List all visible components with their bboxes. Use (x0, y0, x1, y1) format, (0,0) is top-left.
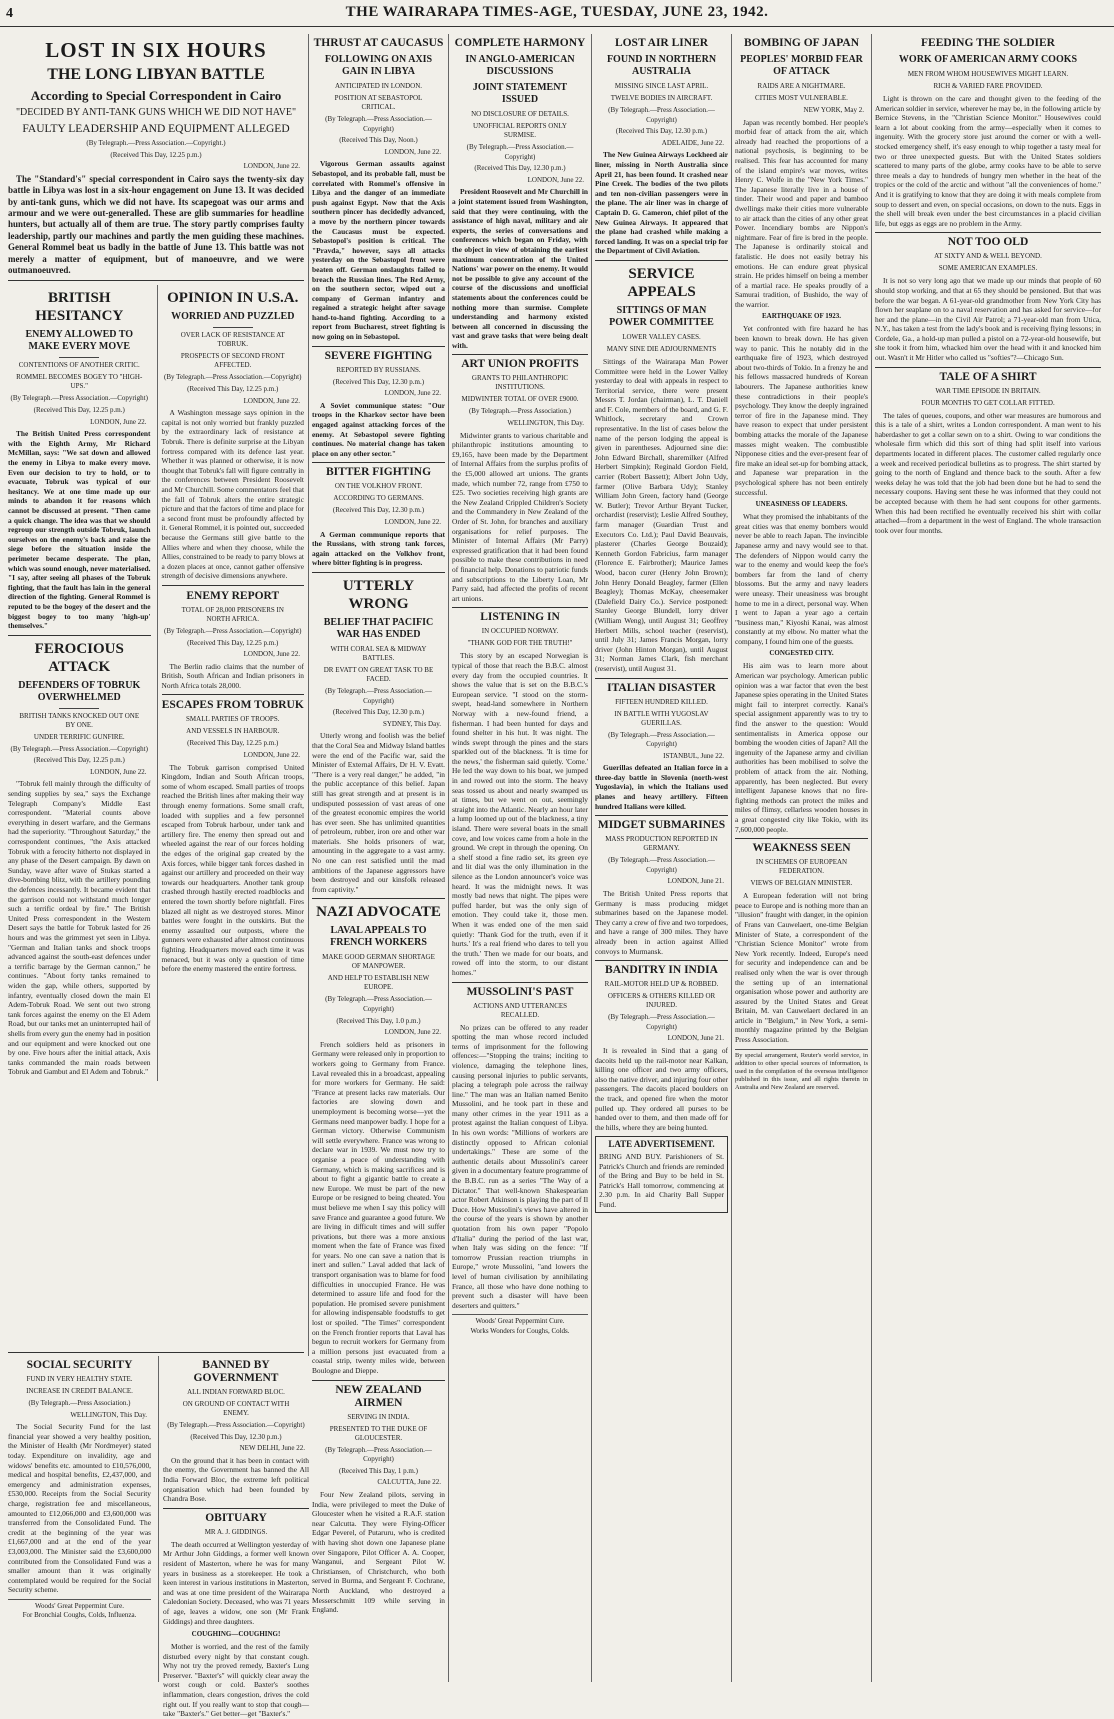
story-body: Japan was recently bombed. Her people's morbid fear of attack from the air, which already had reached the proportions of a national psychosis, is beginning to be realised. This fear has accounted for many of the island empire's war moves, writes Henry C. Wolfe in the "New York Times." The Japanese literally live in a house of tinder. Their wood and paper and bamboo dwellings make their cities more vulnerable to air attack than the cities of any other great Power. Incendiary bombs are Nippon's nightmare. Fear of fire is bred in the people. The Japanese is ordinarily stoical and fatalistic. He does not easily betray his emotions. He can endure great physical strain. He prides himself on being a member of a martial race. He speaks proudly of a Samurai tradition, of Bushido, the way of the warrior. (735, 117, 868, 309)
headline: NOT TOO OLD (947, 236, 1029, 249)
headline: OPINION IN U.S.A. (167, 290, 299, 307)
section-divider (312, 898, 445, 899)
story-body: President Roosevelt and Mr Churchill in a joint statement issued from Washington, said that they were continuing, with the assistance of high naval, military and air experts, the series of conversations and conferences which began on Friday, with the object in view of obtaining the earliest maximum concentration of the United Nations' war power on the enemy. It would not be possible to give any account of the course of the discussions and unofficial statements about the conferences could be nothing more than surmise. Complete understanding and harmony existed between all concerned in discussing the vast and grave tasks that were being dealt with. (452, 187, 588, 350)
story-body: A European federation will not bring peace to Europe and is nothing more than an "illusion" fraught with danger, in the opinion of Frans van Cauwelaert, one-time Belgian Minister of State, a correspondent of the "Christian Science Monitor" wrote from New York recently. Indeed, Europe's need for security and independence can and be realised only when the war is over through the setting up of an international organisation whose power and authority are assured by the United States and Great Britain, M. van Cauwelaert declared in an article in "Belgium," in New York, a semi-monthly magazine printed by the Belgian Press Association. (735, 891, 868, 1045)
column-bottom-left (8, 1356, 151, 1682)
section-divider (735, 838, 868, 839)
deck: ENEMY ALLOWED TO MAKE EVERY MOVE (25, 329, 134, 353)
deck: GRANTS TO PHILANTHROPIC INSTITUTIONS. (471, 374, 569, 392)
received-line: (Received This Day, 12.30 p.m.) (332, 377, 425, 386)
deck: ON THE VOLKHOV FRONT. (334, 482, 423, 491)
dateline: LONDON, June 22. (384, 389, 441, 398)
subcolumn-right (157, 285, 305, 1080)
section-divider (8, 280, 304, 281)
received-line: (Received This Day, 12.25 p.m.) (33, 756, 125, 765)
deck: FAULTY LEADERSHIP AND EQUIPMENT ALLEGED (22, 123, 290, 135)
credit-line: (By Telegraph.—Press Association.—Copyright) (164, 373, 302, 382)
story-body: Midwinter grants to various charitable and philanthropic institutions amounting to £9,165, have been made by the Department of Internal Affairs from the surplus profits of the £5,000 allowed art unions. The grants made, which number 72, range from £750 to £25. Two societies receiving high grants are the New Zealand Crippled Children's Society and the Commandery in New Zealand of the Order of St. John, for branches and auxiliary organisations for relief purposes. The Minister of Internal Affairs (Mr Parry) expressed gratification that it had been found possible to make these contributions in need of financial help. Donations to patriotic funds and subscriptions to the Liberty Loan, Mr Parry said, had affected the profits of recent art unions. (452, 430, 588, 603)
section-divider (452, 354, 588, 355)
story-body: Light is thrown on the care and thought given to the feeding of the American soldier in service, wherever he may be, in the following article by Bernice Stevens, in the "Christian Science Monitor." Housewives could learn a lot about cooking from the army—especially when it comes to ingenuity. With the grocery store just around the corner or with a well-stocked emergency shelf, it's easy enough to whip together a tasty meal for two or three unexpected guests. But with the United States soldiers scattered to many parts of the globe, army cooks have to be able to serve three meals a day to hundreds of hungry men whether in the heat of the tropics or the cold of the arctic and without "all the conveniences of home." And it is gratifying to know that they are doing it with meals complete from soup to dessert and even, on special occasions, on down to the nuts. Eggs in the shell will break even under the best circumstances in a placid civilian life, but eggs as eggs are no problem in the Army. (875, 94, 1101, 228)
story-body: Sittings of the Wairarapa Man Power Committee were held in the Lower Valley yesterday to deal with appeals in respect to Territorial service, there were present Messrs T. Jordan (chairman), L. T. Daniell and F. Cole, members of the board, and G. F. Whitlock, secretary and Crown representative. In the list of cases below the name of the person lodging the appeal is given in parentheses. Adjourned sine die: John Edward Birchall, sharemilker (Alfred Herbert Simpkin); Reginald Gordon Field, carrier (Robert Bassett); Albert John Udy, farmer (Olive Barbara Udy); Stanley William John Green, factory hand (George W. Butler); Trevor Arthur Bryant Tucker, orchardist (reservist); Leslie Alfred Southey, farm manager (Guardian Trust and Executors Co. Ltd.); Paul David Beauvais, plasterer (Charles George Bouzaid); Kenneth Gordon Fabricius, farm manager (Florence E. Fairbrother); Maurice James Wood, bacon curer (Henry John Brown); John Henry Donald Beagley, farmer (Ellen Beagley); Thomas McKay, cheesemaker (Dalefield Dairy Co.). Service postponed: Stanley George Blundell, lorry driver (William Weng), until August 31; Geoffrey Herbert Mills, school teacher (reservist), until July 31; James Francis Morgan, lorry driver (John Hinton Morgan), until August 31; Norman James Clark, fish merchant (reservist), until August 31. (595, 356, 728, 673)
received-line: (Received This Day, 12.30 p.m.) (190, 1432, 282, 1441)
crosshead: CONGESTED CITY. (769, 649, 834, 658)
dateline: LONDON, June 22. (243, 751, 300, 760)
subdeck: OFFICERS & OTHERS KILLED OR INJURED. (607, 992, 716, 1010)
subdeck: VIEWS OF BELGIAN MINISTER. (750, 879, 853, 888)
column-rule (731, 34, 732, 1682)
received-line: (Received This Day, 12.25 p.m.) (187, 739, 279, 748)
deck: IN ANGLO-AMERICAN DISCUSSIONS (465, 54, 575, 77)
story-nz-airmen (312, 1384, 445, 1615)
column-7 (875, 34, 1108, 1682)
ad-tagline: Works Wonders for Coughs, Colds. (470, 1326, 570, 1335)
headline: BANNED BY GOVERNMENT (193, 1359, 279, 1384)
masthead (0, 0, 1114, 27)
deck: MASS PRODUCTION REPORTED IN GERMANY. (605, 835, 718, 853)
subdeck: MANY SINE DIE ADJOURNMENTS (606, 344, 717, 353)
story-body: Utterly wrong and foolish was the belief that the Coral Sea and Midway Island battles were the end of the Pacific war, said the Minister of External Affairs, Dr H. V. Evatt. "There is a very real danger," he added, "in the public acceptance of this belief. Japan still has great strength and at present is in undisputed possession of vast areas of one of the greatest economic empires the world has ever seen. She has unlimited quantities of petroleum, rubber, iron ore and other war materials. She holds prisoners of war, amounting in the aggregate to a vast army. No one can rest satisfied until the mad ambitions of the Japanese aggressors have been destroyed and our kinsfolk released from captivity." (312, 731, 445, 894)
deck: REPORTED BY RUSSIANS. (336, 365, 421, 374)
sub-headline: THE LONG LIBYAN BATTLE (47, 66, 265, 83)
dateline: ISTANBUL, June 22. (663, 751, 724, 760)
subdeck: IN BATTLE WITH YUGOSLAV GUERILLAS. (614, 709, 709, 727)
story-lost-in-six-hours (8, 38, 304, 276)
credit-line: (By Telegraph.—Press Association.—Copyright) (466, 143, 574, 161)
deck: FUND IN VERY HEALTHY STATE. (26, 1375, 133, 1383)
crosshead: EARTHQUAKE OF 1923. (761, 312, 842, 321)
story-body: This story by an escaped Norwegian is typical of those that reach the B.B.C. almost every day from the occupied countries. It shows the value that is set on the B.B.C.'s European service. "I stood on the storm-swept, head-land somewhere in Northern Norway with a new-found friend, a fisherman. I had been hunted for days and found shelter in his hut. It was night. The winds swept through the pines and the stars sparkled out of the blackness. 'It is time for the news,' the fisherman said quietly. 'Come.' He led the way down to his boat, we jumped in and rowed out into the storm. The heavy seas tossed us about and nearly swamped us at times, but we went on out, seemingly straight into the Atlantic. Nearly an hour later a lump loomed up out of the blackness, a tiny island. There were several boats in the small cove, and low voices came from a hole in the ground. We crept in through the opening. On a shelf stood a fine radio set, its green eye and lit dial was the only illumination in the silence as the London announcer's voice was heard. It was the midnight news. It was mostly bad news that night. The pipes were puffed harder, but was the only sign of emotion. They could take it, those men. When it was ended one of the men said quietly: 'Thank God for the truth, even if it hurts.' It's a real friend who dares to tell you the truth.' Then we made for our boats, and rowed off into the storm, to our distant homes." (452, 651, 588, 977)
story-body: No prizes can be offered to any reader spotting the man whose record included terms of imprisonment for the following offences:—"Stopping the trains; inciting to violence, damaging the telephone lines, causing personal injuries to public servants, placing a telegraph pole across the railway line." The man was an Italian named Benito Mussolini, and he took part in these and many other crimes in the year 1911 as a protest against the Italian conquest of Libya. In his own words: "Millions of workers are distinctly opposed to African colonial undertakings." These are some of the authentic details about Mussolini's career given in a documentary feature programme of the B.B.C. run as a series "The Way of a Dictator." That well-known Shakespearian actor Robert Atkinson is playing the part of Il Duce. How Mussolini's views have altered in the course of the years is shown by another quotation from his own paper "Popolo d'Italia" during the period of the last war, when Italy was siding on the fence: "If tomorrow Prussian reaction triumphs in Europe," wrote Mussolini, "and lowers the level of human civilisation by annihilating France, all those who have done nothing to prevent such a disaster will have been deserters and quitters." (452, 1022, 588, 1310)
subdeck: MAKE GOOD GERMAN SHORTAGE OF MANPOWER. (322, 953, 435, 971)
subdeck: FOUR MONTHS TO GET COLLAR FITTED. (921, 398, 1055, 407)
credit-line: (By Telegraph.—Press Association.—Copyright) (325, 686, 432, 705)
deck: JOINT STATEMENT ISSUED (472, 82, 568, 105)
story-utterly-wrong (312, 577, 445, 894)
subdeck: CONTENTIONS OF ANOTHER CRITIC. (18, 361, 140, 370)
story-body: It is revealed in Sind that a gang of dacoits held up the rail-motor near Kalkan, killing one officer and two army officers, also the native driver, and injuring four other passengers. The dacoits placed boulders on the track, and opened fire when the motor pulled up. They ordered all purses to be handed over to them, and then made off for the hills, where they are being hunted. (595, 1045, 728, 1132)
story-body: The New Guinea Airways Lockheed air liner, missing in North Australia since April 21, has been found. It crashed near Pine Creek. The bodies of the two pilots and ten non-civilian passengers were in the plane. The air liner was in charge of Captain D. G. Cameron, chief pilot of the New Guinea Airways. It appeared that the plane had crashed while making a forced landing. It was on a special trip for the Department of Civil Aviation. (595, 150, 728, 256)
story-listening-in (452, 611, 588, 977)
dateline: SYDNEY, This Day. (382, 719, 441, 728)
dateline: NEW DELHI, June 22. (239, 1444, 305, 1453)
story-service-appeals (595, 265, 728, 674)
headline: FEEDING THE SOLDIER (921, 37, 1055, 49)
credit-line: (By Telegraph.—Press Association.—Copyright) (608, 730, 715, 749)
column-rule (871, 34, 872, 1682)
headline: NEW ZEALAND AIRMEN (335, 1383, 422, 1409)
crosshead: UNEASINESS OF LEADERS. (755, 500, 848, 509)
dateline: WELLINGTON, This Day. (70, 1410, 147, 1419)
subdeck: ACCORDING TO GERMANS. (333, 494, 424, 503)
dateline: LONDON, June 22. (90, 767, 147, 776)
credit-line: (By Telegraph.—Press Association.—Copyright) (167, 1421, 305, 1429)
section-divider (595, 815, 728, 816)
credit-line: (By Telegraph.—Press Association.—Copyright) (325, 995, 432, 1014)
received-line: (Received This Day, 12.30 p.m.) (615, 127, 708, 136)
credit-line: (By Telegraph.—Press Association.—Copyright.) (86, 139, 226, 147)
subdeck: BRITISH TANKS KNOCKED OUT ONE BY ONE. (19, 711, 140, 729)
section-divider (162, 694, 305, 695)
story-ferocious-attack (8, 640, 151, 1077)
headline: WEAKNESS SEEN (752, 842, 851, 855)
story-body: A Washington message says opinion in the capital is not only worried but frankly puzzled by the extraordinary lack of resistance at Tobruk. There is definite surprise at the Libyan fortress compared with its defence last year. Whether it was planned or otherwise, it is now thought that Tobruk's fall will figure centrally in the conferences between President Roosevelt and Mr Churchill. Some commentators feel that the fall of Tobruk alters the entire strategic picture and that the factors of time and place for a second front must be profoundly affected by it. General Rommel, it is pointed out, succeeded because the Germans still give battle to the Allies where and when they choose, while the Allies, constrained to be ready to parry blows at a dozen places at once, cannot gather offensive strength of decisive dimensions anywhere. (161, 408, 305, 581)
subdeck: CITIES MOST VULNERABLE. (755, 94, 848, 102)
main-headline: LOST IN SIX HOURS (45, 38, 267, 62)
divider (59, 357, 99, 358)
story-body: A Soviet communique states: "Our troops in the Kharkov sector have been engaged against attacking forces of the enemy. At Sebastopol severe fighting continues. No material change has taken place on any other sector." (312, 400, 445, 458)
headline: COMPLETE HARMONY (454, 37, 586, 49)
story-coughing (163, 1630, 309, 1719)
subdeck: "THANK GOD FOR THE TRUTH!" (467, 639, 573, 648)
deck: DEFENDERS OF TOBRUK OVERWHELMED (18, 679, 141, 703)
section-divider (312, 462, 445, 463)
section-divider (452, 607, 588, 608)
ad-heading: LATE ADVERTISEMENT. (608, 1139, 715, 1150)
credit-line: (By Telegraph.—Press Association.—Copyright) (10, 744, 148, 753)
subdeck: AND HELP TO ESTABLISH NEW EUROPE. (327, 974, 430, 992)
subdeck: PRESENTED TO THE DUKE OF GLOUCESTER. (329, 1424, 428, 1442)
subdeck: TWELVE BODIES IN AIRCRAFT. (610, 94, 713, 102)
story-italian-disaster (595, 682, 728, 812)
column-rule (448, 34, 449, 1682)
subdeck: MIDWINTER TOTAL OF OVER £9000. (461, 395, 579, 404)
deck: MR A. J. GIDDINGS. (204, 1527, 268, 1536)
deck: AT SIXTY AND & WELL BEYOND. (934, 252, 1042, 261)
dateline: LONDON, June 22. (243, 396, 300, 405)
headline: BRITISH HESITANCY (35, 290, 124, 325)
dateline: LONDON, June 22. (384, 147, 441, 156)
story-feeding-soldier (875, 37, 1101, 228)
deck: "DECIDED BY ANTI-TANK GUNS WHICH WE DID NOT HAVE" (15, 107, 297, 118)
column-4 (452, 34, 588, 1682)
received-line: (Received This Day, 12.25 p.m.) (187, 385, 279, 394)
subdeck: NO DISCLOSURE OF DETAILS. (471, 110, 569, 118)
story-bitter-fighting (312, 466, 445, 568)
story-banned-govt (163, 1359, 309, 1504)
story-body: The death occurred at Wellington yesterday of Mr Arthur John Giddings, a former well known resident of Masterton, where he was for many years in business as a storekeeper. He took a keen interest in various institutions in Masterton, and was at one time president of the Wairarapa Caledonian Society. Deceased, who was 71 years of age, leaves a widow, one son (Mr Frank Giddings) and three daughters. (163, 1539, 309, 1626)
dateline: LONDON, June 22. (384, 518, 441, 526)
headline: SEVERE FIGHTING (324, 349, 433, 362)
deck: WAR TIME EPISODE IN BRITAIN. (935, 386, 1041, 395)
byline: According to Special Correspondent in Cairo (30, 88, 282, 103)
received-line: (Received This Day, Noon.) (339, 136, 418, 145)
credit-line: (By Telegraph.—Press Association.—Copyright) (325, 115, 432, 133)
divider (59, 708, 99, 709)
headline: OBITUARY (205, 1511, 267, 1524)
deck: BELIEF THAT PACIFIC WAR HAS ENDED (323, 616, 434, 640)
received-line: (Received This Day, 12.30 p.m.) (474, 164, 566, 173)
subdeck: ON GROUND OF CONTACT WITH ENEMY. (182, 1400, 290, 1417)
story-body: Yet confronted with fire hazard he has been known to break down. He has given way to panic. This he notably did in the earthquake fire of 1923, which destroyed about two-thirds of Tokio. In a frenzy he and his fellows massacred hundreds of Korean labourers. The Japanese authorities knew these contradictions in their people's psychology. They know the deeply ingrained terror of fire in the Japanese mind. They have reason to expect that under persistent bombing attacks the morale of the Japanese masses might weaken. The combustible Nipponese cities and the ever-present fear of fire make an ideal set-up for bombing attack, and Japanese war preparation in the psychological sphere has not been entirely successful. (735, 324, 868, 497)
headline: SERVICE APPEALS (627, 265, 696, 300)
ad-title: Woods' Great Peppermint Cure. (475, 1317, 565, 1326)
story-body: Four New Zealand pilots, serving in India, were privileged to meet the Duke of Gloucester when he visited a R.A.F. station near Calcutta. They were Flying-Officer Edgar Peverel, of Putaruru, who is credited with having shot down one Japanese plane over Singapore, Pilot Officer A. A. Cooper, Wanganui, and Sergeant Pilot W. Christiansen, of Christchurch, who both served in Burma, and Sergeant F. Cochrane, North Auckland, who destroyed a Messerschmitt 109 while serving in England. (312, 1489, 445, 1615)
dateline: ADELAIDE, June 22. (661, 138, 724, 147)
section-divider (312, 1380, 445, 1381)
story-nazi-advocate (312, 903, 445, 1375)
section-divider (163, 1508, 309, 1509)
section-divider (595, 678, 728, 679)
story-body: The British United Press correspondent with the Eighth Army, Mr Richard McMillan, says: "We sat down and allowed the enemy in Libya to make every move. Even our decision to try to hold, or to evacuate, Tobruk was typical of our hesitancy. We at one time made up our minds to abandon it for reasons which cannot be discussed at present. "Then came a quick change. The idea was that we should regroup our strength outside Tobruk, launch ourselves on the enemy's back and raise the siege before the situation inside the perimeter became desperate. The plan, which was sound enough, never materialised. "I say, after seeing all phases of the Tobruk fighting, that the fault has lain in the general direction of the fighting. General Rommel is reputed to be the bogey of the desert and the biggest bogey to too many 'high-up' themselves." (8, 429, 151, 631)
received-line: (Received This Day, 1.0 p.m.) (336, 1016, 421, 1025)
late-advertisement (595, 1136, 728, 1213)
story-lost-air-liner (595, 37, 728, 256)
headline: UTTERLY WRONG (342, 577, 415, 612)
deck: PEOPLES' MORBID FEAR OF ATTACK (740, 54, 863, 77)
subdeck: SOME AMERICAN EXAMPLES. (938, 264, 1038, 273)
dateline: LONDON, June 22. (243, 162, 300, 171)
story-body: The Social Security Fund for the last financial year showed a very healthy position, the Minister of Health (Mr Nordmeyer) stated today. Expenditure on invalidity, age and widows' benefits etc. amounted to £10,576,000, medical and hospital benefits, £2,437,000, and emergency and administration expenses, £530,000. Receipts from the Social Security charge, registration fee and miscellaneous, amounted to £12,066,000 and £3,600,000 was transferred from the Consolidated Fund. The credit at the beginning of the year was £1,667,000 and at the end of the year £3,003,000. The Minister said the £3,600,000 contributed from the Consolidated Fund was a smaller amount than it was originally contemplated would be required for the Social Security scheme. (8, 1422, 151, 1595)
subdeck: LOWER VALLEY CASES. (622, 332, 701, 341)
headline: BOMBING OF JAPAN (744, 37, 859, 49)
headline: MUSSOLINI'S PAST (466, 985, 574, 998)
story-body: The Tobruk garrison comprised United Kingdom, Indian and South African troops, some of whom escaped. Small parties of troops reached the British lines after making their way through enemy formations. Some small craft, loaded with supplies and a few personnel escaped from Tobruk harbour, under tank and artillery fire. The enemy then spread out and wheeled against the rear of our forces holding the edges of the original gap created by the Axis forces, while bigger tank forces dashed in against our artillery and proceeded on their way towards our headquarters. Another tank group crashed through hastily erected roadblocks and entered the town shortly before nightfall. Fires blazed all night as we destroyed stores. Minor battles were fought in the outskirts. But the enemy assaulted our outposts, where the gunners were exhausted after almost continuous fighting. Headquarters moved each time it was menaced, but it was only a question of time before the enemy mastered the entire fortress. (161, 762, 304, 974)
story-body: It is not so very long ago that we made up our minds that people of 60 should stop working, and that at 65 they should be pensioned. But that was before the war began. A 61-year-old grandmother from New York City has flown her seaplane on to a naval reservation and has asked for service—for her and the plane—in the Civil Air Patrol; a 71-year-old man from Utica, N.Y., has taken a test from the lady's book and is receiving flying lessons; in Cordele, Ga., a hold-up man pulled a pistol on a 72-year-old housewife, but she took it from him, whacked him over the head with it and knocked him out. Wasn't it Mr Hitler who called us "softies"?—Chicago Sun. (875, 276, 1101, 363)
credit-line: (By Telegraph.—Press Association.—Copyright) (164, 626, 302, 635)
story-body: The tales of queues, coupons, and other war measures are humorous and this is a tale of a shirt, writes a London correspondent. A man went to his haberdasher to get a collar sewn on to a shirt. Owing to war conditions the wholesale firm which did this sort of thing had split itself into various departments located in different places. The customer called regularly once a week and received periodical bulletins as to progress. The shirt started by going to the north of England and thence back to the south. After a few weeks delay he was told that the job had been done but he had to send the necessary coupons. Having sent these he was informed that they could not be accepted because with them he had sent coupons for other garments. When this had been rectified he eventually received his shirt with collar attached—from a department in the west of England. The whole transaction took over four months. (875, 410, 1101, 535)
deck: SMALL PARTIES OF TROOPS. (186, 715, 280, 724)
dateline: NEW YORK, May 2. (803, 106, 864, 114)
section-divider (875, 232, 1101, 233)
credit-line: (By Telegraph.—Press Association.—Copyright) (608, 856, 715, 874)
deck: WORRIED AND PUZZLED (171, 311, 295, 323)
section-divider (312, 346, 445, 347)
story-tale-shirt (875, 371, 1101, 536)
credit-line: (By Telegraph.—Press Association.—Copyright) (608, 106, 715, 124)
story-complete-harmony (452, 37, 588, 350)
dateline: LONDON, June 22. (243, 650, 300, 659)
column-3 (312, 34, 445, 1682)
story-weakness-seen (735, 842, 868, 1045)
subcolumn-left (8, 285, 151, 1080)
story-body: Guerillas defeated an Italian force in a three-day battle in Slovenia (north-west Yugoslavia), in which the Italians used planes and heavy artillery. Fifteen hundred Italians were killed. (595, 763, 728, 811)
story-body: "Tobruk fell mainly through the difficulty of sending supplies by sea," says the Exchange Telegraph Company's Middle East correspondent. "Material counts above everything in desert warfare, and the Germans had the superiority. "Throughout Saturday," the correspondent continues, "the Axis attacked Tobruk with a ferocity hitherto not displayed in any phase of the Desert campaign. By dawn on Sunday, wave after wave of Stukas started a dive-bombing blitz, with the artillery pounding the defences incessantly. It became evident that the garrison could not withstand much longer such a terrific ordeal by fire." The British United Press correspondent in the Western Desert says the battle for Tobruk lasted for 26 hours and was the grimmest yet seen in Libya. "German and Italian tanks and shock troops advanced against the south-east defences under a terrific barrage by the German cannon," he continues. "About forty tanks remained to widen the gap, while others, supported by infantry, eventually closed down the main El Adem-Tobruk Road. We sent out two strong tank forces against the enemy on the El Adem Road, but our tanks met an uninterrupted hail of shells from every gun the enemy had in position and our equipment and were knocked out one by one. Five hours after the initial attack, Axis tanks commanded the main roads between Tobruk and Gambut and El Adem and Tobruk." (8, 779, 151, 1077)
subdeck: ROMMEL BECOMES BOGEY TO "HIGH-UPS." (16, 373, 143, 391)
section-divider (312, 572, 445, 573)
headline: ESCAPES FROM TOBRUK (161, 699, 304, 712)
headline: LOST AIR LINER (614, 37, 709, 49)
deck: IN SCHEMES OF EUROPEAN FEDERATION. (755, 858, 848, 876)
story-british-hesitancy (8, 289, 151, 630)
headline: TALE OF A SHIRT (939, 370, 1037, 383)
headline: THRUST AT CAUCASUS (313, 37, 444, 49)
paper-title: THE WAIRARAPA TIMES-AGE, TUESDAY, JUNE 23, 1942. (345, 4, 769, 20)
ad-tagline: For Bronchial Coughs, Colds, Influenza. (22, 1611, 137, 1620)
headline: ITALIAN DISASTER (607, 681, 716, 694)
story-social-security (8, 1359, 151, 1621)
headline: ENEMY REPORT (186, 589, 280, 602)
received-line: (Received This Day, 12.25 p.m.) (33, 406, 125, 415)
story-mussolini (452, 986, 588, 1311)
deck: ACTIONS AND UTTERANCES RECALLED. (472, 1001, 568, 1019)
section-divider (452, 982, 588, 983)
ad-body: BRING AND BUY. Parishioners of St. Patrick's Church and friends are reminded of the Bring and Buy to be held in St. Patrick's Hall tomorrow, commencing at 2.30 p.m. In aid Charity Ball Supper Fund. (599, 1151, 724, 1209)
received-line: (Received This Day, 12.30 p.m.) (332, 708, 425, 717)
headline: BITTER FIGHTING (325, 466, 432, 479)
story-body: French soldiers held as prisoners in Germany were released only in proportion to workers going to Germany from France. Laval revealed this in a broadcast, appealing for more workers for Germany. He said: "France at present lacks raw materials. Our factories are slowing down and unemployment is becoming worse—yet the Germans need manpower badly. I hope for a German victory. Otherwise Communism will settle everywhere. France was wrong to declare war in 1939. We must now try to organise a peace of understanding with Germany, which is making sacrifices and is about to fight a gigantic battle to create a new Europe. We must be part of the new Europe or be resigned to being cheated. You must believe me when I say this policy will save France and guarantee a good future. We are living in difficult times and will suffer privations, but there was a more anxious moment when the fate of France was fixed for years. No one can save a nation that is inert and sullen." Laval added that lack of transport organisation was to blame for food difficulties in unoccupied France. He was determined to assure life and food for the population. He promised severe punishment for allowing indispensable foodstuffs to get lost or spoiled. "The Times" correspondent on the French frontier reports that Laval has begun to recruit workers for Germany from a million persons just evacuated from a coastal strip, twenty miles wide, between Boulogne and Dieppe. (312, 1039, 445, 1375)
story-obituary (163, 1512, 309, 1626)
credit-line: (By Telegraph.—Press Association.) (468, 407, 572, 416)
deck: SITTINGS OF MAN POWER COMMITTEE (609, 304, 714, 328)
dateline: LONDON, June 21. (667, 1034, 724, 1043)
section-divider (8, 1352, 304, 1353)
credit-line: (By Telegraph.—Press Association.—Copyright) (608, 1013, 715, 1031)
received-line: (Received This Day, 12.25 p.m.) (110, 150, 202, 159)
deck: LAVAL APPEALS TO FRENCH WORKERS (330, 925, 427, 949)
ad-woods-peppermint (8, 1599, 151, 1621)
column-6 (735, 34, 868, 1682)
subdeck: WITH CORAL SEA & MIDWAY BATTLES. (330, 644, 427, 662)
column-rule (591, 34, 592, 1682)
story-body: The Berlin radio claims that the number of British, South African and Indian prisoners in North Africa totals 28,000. (161, 661, 304, 690)
received-line: (Received This Day, 1 p.m.) (339, 1466, 418, 1475)
section-divider (162, 585, 305, 586)
section-divider (595, 960, 728, 961)
story-body: On the ground that it has been in contact with the enemy, the Government has banned the All India Forward Bloc, the extreme left political organisation which had been founded by Chandra Bose. (163, 1455, 309, 1504)
story-body: His aim was to learn more about American war psychology. American public opinion was a war factor that even the best Japanese spies operating in the United States might fail to interpret correctly. Kanai's special assignment apparently was to try to find the answer to the question: Would sentimentalists in America oppose our bombing the wooden cities of Japan? All the ingenuity of the Japanese army and civilian authorities has been mobilised to solve the problem of attack from the air. Nothing, apparently, has been neglected. But every intelligent Japanese knows that no fire-fighting methods can protect the miles and miles of flimsy, cellarless wooden houses in a great congested city like Tokio, with its 7,600,000 people. (735, 661, 868, 834)
story-bombing-japan (735, 37, 868, 834)
story-opinion-usa (162, 289, 305, 580)
dateline: WELLINGTON, This Day. (507, 419, 584, 428)
story-art-union (452, 358, 588, 603)
subdeck: UNOFFICIAL REPORTS ONLY SURMISE. (473, 122, 567, 139)
story-body: Vigorous German assaults against Sebastopol, and its probable fall, must be correlated with Rommel's offensive in Libya and the danger of an immediate push against Egypt. Now that the Axis southern pincer has decidedly advanced, a move by the northern pincer towards the Caucasus must be expected. Sebastopol's position is critical. The "Pravda," however, says all attacks yesterday on the Sebastopol front were beaten off. German onslaughts failed to breach the Russian lines. The Red Army, on the southern sector, wiped out a company of German infantry and regained a strategic height after savage hand-to-hand fighting. According to a report from Bucharest, street fighting is now going on in Sebastopol. (312, 159, 445, 342)
story-not-too-old (875, 236, 1101, 362)
story-enemy-report (162, 590, 305, 691)
headline: FEROCIOUS ATTACK (34, 640, 124, 675)
page-number: 4 (6, 6, 13, 21)
credit-line: (By Telegraph.—Press Association.—Copyright) (10, 394, 148, 403)
deck: FOUND IN NORTHERN AUSTRALIA (606, 54, 717, 77)
subdeck: UNDER TERRIFIC GUNFIRE. (33, 732, 125, 741)
story-body: The British United Press reports that Germany is mass producing midget submarines based on the Japanese model. They carry a crew of five and two torpedoes, and have a range of 300 miles. They have already been in action against Allied convoys to Murmansk. (595, 889, 728, 956)
column-bottom-mid (158, 1356, 309, 1719)
headline: MIDGET SUBMARINES (597, 819, 726, 832)
headline: COUGHING—COUGHING! (191, 1630, 281, 1639)
deck: WORK OF AMERICAN ARMY COOKS (898, 54, 1078, 65)
subdeck: RICH & VARIED FARE PROVIDED. (933, 82, 1043, 90)
subdeck: OVER LACK OF RESISTANCE AT TOBRUK. (180, 331, 285, 349)
dateline: LONDON, June 21. (667, 877, 724, 886)
headline: LISTENING IN (480, 611, 560, 624)
subdeck: INCREASE IN CREDIT BALANCE. (26, 1387, 133, 1395)
received-line: (Received This Day, 12.25 p.m.) (187, 638, 279, 647)
headline: ART UNION PROFITS (461, 358, 579, 371)
section-divider (8, 635, 151, 636)
column-5 (595, 34, 728, 1682)
deck: ALL INDIAN FORWARD BLOC. (187, 1388, 285, 1396)
story-body: Mother is worried, and the rest of the family disturbed every night by that constant cough. Why not try the proved remedy, Baxter's Lung Preserver. "Baxter's" will quickly clear away the worst cough or cold. Baxter's soothes inflammation, clears congestion, drives the cold right out. If you really want to stop that cough—take "Baxter's." Get better—get "Baxter's." (163, 1642, 309, 1719)
story-body: A German communique reports that the Russians, with strong tank forces, again attacked on the Volkhov front, where bitter fighting is in progress. (312, 529, 445, 568)
section-divider (875, 367, 1101, 368)
headline: SOCIAL SECURITY (26, 1359, 133, 1371)
deck: RAIL-MOTOR HELD UP & ROBBED. (604, 980, 719, 989)
ad-title: Woods' Great Peppermint Cure. (35, 1601, 124, 1610)
credit-line: (By Telegraph.—Press Association.) (28, 1399, 131, 1407)
story-severe-fighting (312, 350, 445, 459)
headline: NAZI ADVOCATE (316, 904, 441, 921)
story-escapes-tobruk (162, 699, 305, 973)
story-midget-subs (595, 819, 728, 956)
subdeck: DR EVATT ON GREAT TASK TO BE FACED. (323, 665, 434, 683)
received-line: (Received This Day, 12.30 p.m.) (332, 506, 425, 515)
deck: TOTAL OF 28,000 PRISONERS IN NORTH AFRICA. (181, 605, 284, 623)
credit-line: (By Telegraph.—Press Association.—Copyright) (325, 1445, 432, 1464)
deck: FIFTEEN HUNDRED KILLED. (615, 697, 708, 706)
deck: SERVING IN INDIA. (347, 1412, 410, 1421)
reuter-footnote: By special arrangement, Reuter's world service, in addition to other special sources of information, is used in the compilation of the overseas intelligence published in this issue, and all rights therein in Australia and New Zealand are reserved. (735, 1049, 868, 1092)
headline: BANDITRY IN INDIA (605, 964, 718, 977)
subdeck: ANTICIPATED IN LONDON. (334, 82, 423, 90)
dateline: LONDON, June 22. (527, 175, 584, 184)
dateline: CALCUTTA, June 22. (377, 1478, 441, 1487)
section-divider (595, 260, 728, 261)
deck: IN OCCUPIED NORWAY. (481, 627, 559, 636)
story-body: The "Standard's" special correspondent in Cairo says the twenty-six day battle in Libya was lost in a six-hour engagement on June 13. It was decided by anti-tank guns, which we did not have. Its scapegoat was our arms and armour and we were out-generalled. These are glib summaries for headline hunters, but actually all of them are true. The story partly comprises faulty leadership, partly our machines and partly the men guiding these machines. General Rommel beat us badly in the battle of June 13. This battle was not merely a matter of equipment, but of manoeuvre, and we were outmanoeuvred. (8, 173, 304, 276)
dateline: LONDON, June 22. (384, 1028, 441, 1037)
subdeck: RAIDS ARE A NIGHTMARE. (757, 82, 846, 90)
story-banditry-india (595, 964, 728, 1132)
ad-woods-peppermint (452, 1314, 588, 1336)
divider (213, 327, 253, 328)
story-body: What they promised the inhabitants of the great cities was that enemy bombers would never be able to reach Japan. The invincible Japanese army and navy would see to that. The defenders of Nippon would carry the war to the enemy and would keep the foe's bombers far from the land of cherry blossoms. But the army and navy leaders were uneasy. Their uneasiness was brought home to me in a direct, personal way. When I went to Japan a year ago a certain "business man," Kiyoshi Kanai, was almost constantly at my elbow. No matter what the company, I found him one of the guests. (735, 512, 868, 646)
dateline: LONDON, June 22. (90, 417, 147, 426)
subdeck: PROSPECTS OF SECOND FRONT AFFECTED. (180, 352, 285, 370)
subdeck: MISSING SINCE LAST APRIL. (614, 82, 709, 90)
subdeck: MEN FROM WHOM HOUSEWIVES MIGHT LEARN. (907, 70, 1069, 78)
subdeck: AND VESSELS IN HARBOUR. (186, 727, 280, 736)
story-thrust-caucasus (312, 37, 445, 342)
subdeck: POSITION AT SEBASTOPOL CRITICAL. (334, 94, 423, 111)
deck: FOLLOWING ON AXIS GAIN IN LIBYA (324, 54, 433, 77)
